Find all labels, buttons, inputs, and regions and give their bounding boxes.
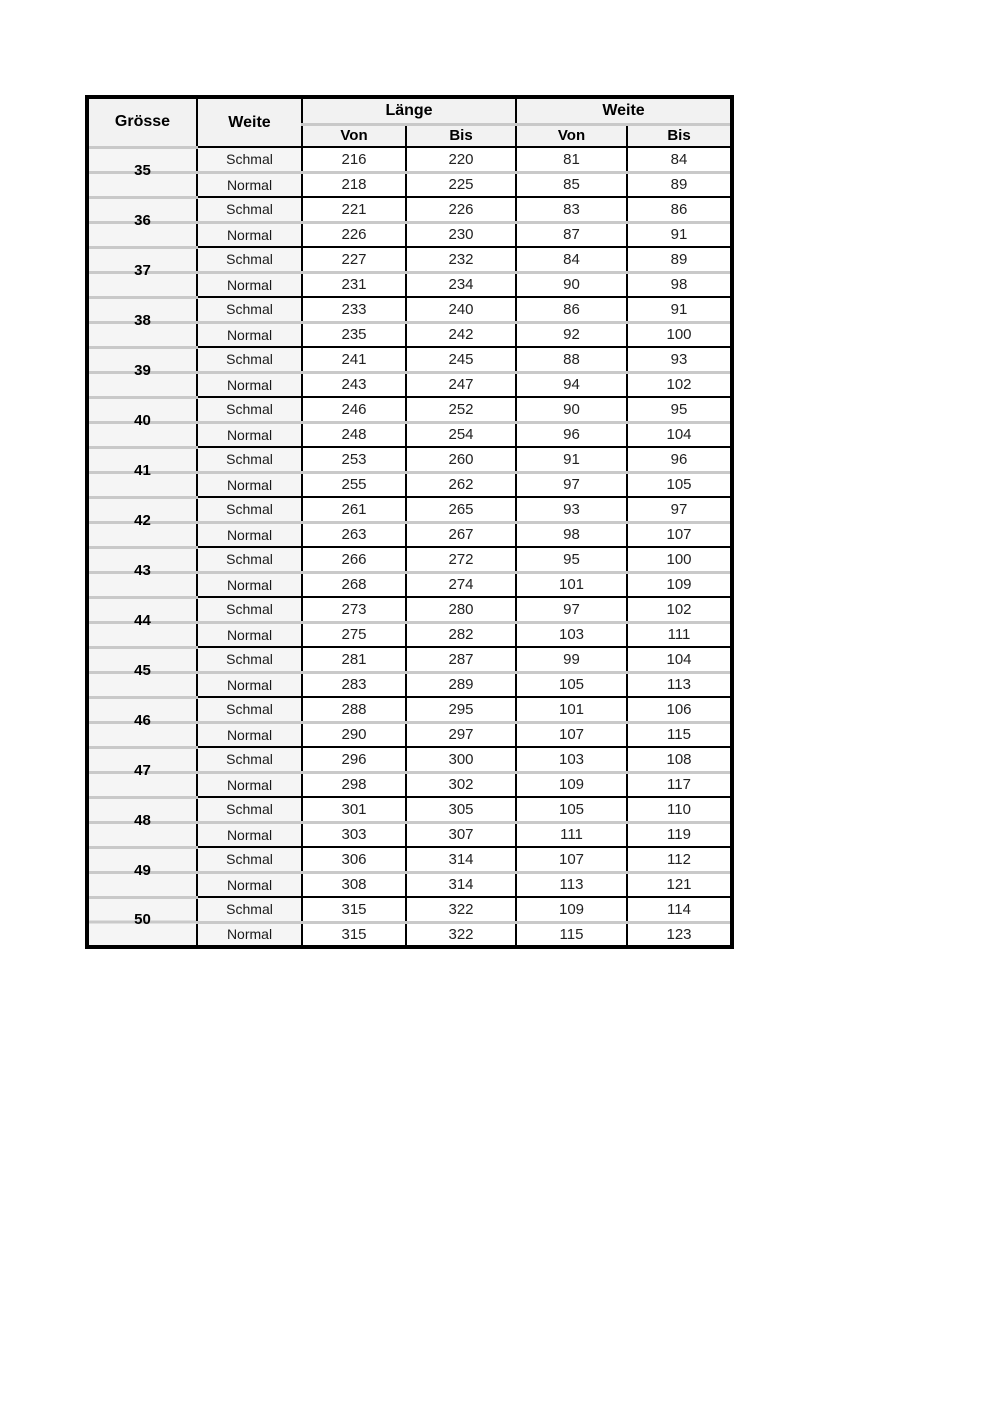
size-label: 46	[134, 711, 151, 729]
weite-bis-value: 123	[627, 922, 732, 947]
weite-bis-value: 97	[627, 497, 732, 522]
laenge-bis-value: 289	[406, 672, 516, 697]
laenge-bis-value: 272	[406, 547, 516, 572]
laenge-von-value: 281	[302, 647, 406, 672]
laenge-von-value: 315	[302, 897, 406, 922]
laenge-bis-value: 322	[406, 922, 516, 947]
header-row-groups	[87, 97, 732, 124]
weite-bis-value: 89	[627, 247, 732, 272]
width-label-schmal: Schmal	[197, 647, 302, 672]
laenge-bis-value: 314	[406, 847, 516, 872]
weite-von-value: 95	[516, 547, 627, 572]
table-row-schmal	[87, 347, 732, 372]
size-label: 45	[134, 661, 151, 679]
size-cell	[87, 297, 197, 347]
weite-bis-value: 110	[627, 797, 732, 822]
weite-von-value: 101	[516, 697, 627, 722]
size-chart-table	[85, 95, 734, 949]
weite-von-value: 86	[516, 297, 627, 322]
weite-bis-value: 107	[627, 522, 732, 547]
laenge-von-value: 243	[302, 372, 406, 397]
laenge-bis-value: 260	[406, 447, 516, 472]
laenge-von-value: 253	[302, 447, 406, 472]
laenge-bis-value: 297	[406, 722, 516, 747]
laenge-von-value: 268	[302, 572, 406, 597]
weite-von-value: 83	[516, 197, 627, 222]
table-header	[87, 97, 732, 147]
size-label: 43	[134, 561, 151, 579]
weite-von-value: 105	[516, 797, 627, 822]
weite-von-value: 85	[516, 172, 627, 197]
laenge-von-value: 218	[302, 172, 406, 197]
weite-von-value: 98	[516, 522, 627, 547]
laenge-bis-value: 287	[406, 647, 516, 672]
size-cell	[87, 447, 197, 497]
header-weite-bis: Bis	[627, 124, 732, 147]
laenge-von-value: 233	[302, 297, 406, 322]
header-laenge-von: Von	[302, 124, 406, 147]
laenge-von-value: 255	[302, 472, 406, 497]
size-cell	[87, 197, 197, 247]
laenge-von-value: 283	[302, 672, 406, 697]
laenge-von-value: 221	[302, 197, 406, 222]
laenge-von-value: 298	[302, 772, 406, 797]
table-row-schmal	[87, 797, 732, 822]
weite-bis-value: 95	[627, 397, 732, 422]
size-cell	[87, 597, 197, 647]
laenge-von-value: 301	[302, 797, 406, 822]
size-cell	[87, 797, 197, 847]
weite-bis-value: 102	[627, 597, 732, 622]
size-cell	[87, 547, 197, 597]
laenge-von-value: 296	[302, 747, 406, 772]
weite-von-value: 97	[516, 597, 627, 622]
laenge-bis-value: 267	[406, 522, 516, 547]
laenge-von-value: 273	[302, 597, 406, 622]
size-label: 47	[134, 761, 151, 779]
laenge-von-value: 246	[302, 397, 406, 422]
weite-von-value: 115	[516, 922, 627, 947]
table-row-schmal	[87, 547, 732, 572]
laenge-bis-value: 242	[406, 322, 516, 347]
laenge-bis-value: 230	[406, 222, 516, 247]
weite-bis-value: 102	[627, 372, 732, 397]
weite-bis-value: 91	[627, 222, 732, 247]
width-label-normal: Normal	[197, 872, 302, 897]
weite-von-value: 90	[516, 272, 627, 297]
weite-von-value: 103	[516, 622, 627, 647]
weite-von-value: 92	[516, 322, 627, 347]
size-cell	[87, 747, 197, 797]
width-label-schmal: Schmal	[197, 397, 302, 422]
width-label-schmal: Schmal	[197, 847, 302, 872]
width-label-normal: Normal	[197, 572, 302, 597]
laenge-bis-value: 295	[406, 697, 516, 722]
weite-bis-value: 106	[627, 697, 732, 722]
size-label: 40	[134, 411, 151, 429]
table-row-schmal	[87, 147, 732, 172]
width-label-schmal: Schmal	[197, 447, 302, 472]
weite-von-value: 90	[516, 397, 627, 422]
width-label-normal: Normal	[197, 772, 302, 797]
laenge-von-value: 261	[302, 497, 406, 522]
size-label: 38	[134, 311, 151, 329]
laenge-von-value: 303	[302, 822, 406, 847]
header-weite-column: Weite	[197, 97, 302, 147]
weite-bis-value: 93	[627, 347, 732, 372]
laenge-von-value: 263	[302, 522, 406, 547]
header-groesse: Grösse	[87, 97, 197, 147]
width-label-schmal: Schmal	[197, 197, 302, 222]
size-cell	[87, 397, 197, 447]
header-laenge-bis: Bis	[406, 124, 516, 147]
table-row-schmal	[87, 447, 732, 472]
weite-bis-value: 84	[627, 147, 732, 172]
width-label-schmal: Schmal	[197, 247, 302, 272]
size-cell	[87, 497, 197, 547]
laenge-bis-value: 322	[406, 897, 516, 922]
weite-bis-value: 100	[627, 547, 732, 572]
weite-bis-value: 111	[627, 622, 732, 647]
size-cell	[87, 247, 197, 297]
width-label-normal: Normal	[197, 272, 302, 297]
width-label-normal: Normal	[197, 722, 302, 747]
width-label-normal: Normal	[197, 822, 302, 847]
laenge-bis-value: 240	[406, 297, 516, 322]
weite-von-value: 103	[516, 747, 627, 772]
laenge-bis-value: 307	[406, 822, 516, 847]
weite-bis-value: 98	[627, 272, 732, 297]
width-label-schmal: Schmal	[197, 697, 302, 722]
weite-bis-value: 108	[627, 747, 732, 772]
table-row-schmal	[87, 597, 732, 622]
laenge-bis-value: 302	[406, 772, 516, 797]
laenge-von-value: 315	[302, 922, 406, 947]
laenge-von-value: 241	[302, 347, 406, 372]
size-label: 37	[134, 261, 151, 279]
table-row-schmal	[87, 197, 732, 222]
width-label-normal: Normal	[197, 322, 302, 347]
laenge-von-value: 227	[302, 247, 406, 272]
weite-von-value: 107	[516, 847, 627, 872]
laenge-bis-value: 225	[406, 172, 516, 197]
laenge-von-value: 288	[302, 697, 406, 722]
laenge-bis-value: 220	[406, 147, 516, 172]
size-cell	[87, 847, 197, 897]
weite-bis-value: 91	[627, 297, 732, 322]
size-cell	[87, 897, 197, 947]
laenge-bis-value: 232	[406, 247, 516, 272]
laenge-bis-value: 234	[406, 272, 516, 297]
laenge-bis-value: 247	[406, 372, 516, 397]
weite-von-value: 111	[516, 822, 627, 847]
laenge-bis-value: 262	[406, 472, 516, 497]
width-label-normal: Normal	[197, 222, 302, 247]
size-label: 39	[134, 361, 151, 379]
weite-von-value: 91	[516, 447, 627, 472]
table-row-schmal	[87, 847, 732, 872]
weite-von-value: 105	[516, 672, 627, 697]
size-label: 42	[134, 511, 151, 529]
laenge-von-value: 216	[302, 147, 406, 172]
table-row-schmal	[87, 647, 732, 672]
weite-bis-value: 117	[627, 772, 732, 797]
size-label: 41	[134, 461, 151, 479]
table-row-schmal	[87, 297, 732, 322]
size-cell	[87, 697, 197, 747]
laenge-bis-value: 265	[406, 497, 516, 522]
width-label-schmal: Schmal	[197, 147, 302, 172]
header-weite-group: Weite	[516, 97, 732, 124]
weite-bis-value: 114	[627, 897, 732, 922]
width-label-schmal: Schmal	[197, 747, 302, 772]
weite-bis-value: 104	[627, 647, 732, 672]
table-row-schmal	[87, 697, 732, 722]
width-label-normal: Normal	[197, 472, 302, 497]
weite-von-value: 101	[516, 572, 627, 597]
weite-von-value: 113	[516, 872, 627, 897]
table-row-schmal	[87, 747, 732, 772]
weite-bis-value: 115	[627, 722, 732, 747]
weite-bis-value: 104	[627, 422, 732, 447]
laenge-von-value: 290	[302, 722, 406, 747]
laenge-von-value: 248	[302, 422, 406, 447]
weite-von-value: 93	[516, 497, 627, 522]
weite-bis-value: 89	[627, 172, 732, 197]
header-weite-von: Von	[516, 124, 627, 147]
weite-bis-value: 119	[627, 822, 732, 847]
weite-von-value: 107	[516, 722, 627, 747]
weite-von-value: 81	[516, 147, 627, 172]
weite-von-value: 99	[516, 647, 627, 672]
table-row-schmal	[87, 897, 732, 922]
laenge-bis-value: 282	[406, 622, 516, 647]
width-label-schmal: Schmal	[197, 297, 302, 322]
weite-bis-value: 86	[627, 197, 732, 222]
weite-von-value: 97	[516, 472, 627, 497]
width-label-normal: Normal	[197, 622, 302, 647]
table-row-schmal	[87, 497, 732, 522]
width-label-schmal: Schmal	[197, 597, 302, 622]
table-row-schmal	[87, 397, 732, 422]
laenge-bis-value: 254	[406, 422, 516, 447]
laenge-bis-value: 305	[406, 797, 516, 822]
weite-von-value: 84	[516, 247, 627, 272]
width-label-normal: Normal	[197, 422, 302, 447]
width-label-normal: Normal	[197, 922, 302, 947]
laenge-von-value: 231	[302, 272, 406, 297]
weite-von-value: 88	[516, 347, 627, 372]
weite-bis-value: 121	[627, 872, 732, 897]
laenge-von-value: 235	[302, 322, 406, 347]
width-label-schmal: Schmal	[197, 347, 302, 372]
laenge-von-value: 308	[302, 872, 406, 897]
size-label: 50	[134, 911, 151, 929]
weite-bis-value: 112	[627, 847, 732, 872]
weite-bis-value: 113	[627, 672, 732, 697]
size-cell	[87, 647, 197, 697]
table-body	[87, 147, 732, 947]
weite-bis-value: 96	[627, 447, 732, 472]
weite-von-value: 96	[516, 422, 627, 447]
laenge-von-value: 275	[302, 622, 406, 647]
width-label-normal: Normal	[197, 672, 302, 697]
size-label: 48	[134, 811, 151, 829]
laenge-bis-value: 245	[406, 347, 516, 372]
weite-von-value: 87	[516, 222, 627, 247]
laenge-bis-value: 280	[406, 597, 516, 622]
weite-von-value: 94	[516, 372, 627, 397]
weite-bis-value: 109	[627, 572, 732, 597]
laenge-von-value: 306	[302, 847, 406, 872]
width-label-normal: Normal	[197, 372, 302, 397]
size-cell	[87, 147, 197, 197]
table-row-schmal	[87, 247, 732, 272]
size-label: 36	[134, 211, 151, 229]
weite-bis-value: 100	[627, 322, 732, 347]
width-label-schmal: Schmal	[197, 547, 302, 572]
laenge-bis-value: 300	[406, 747, 516, 772]
laenge-bis-value: 252	[406, 397, 516, 422]
weite-von-value: 109	[516, 897, 627, 922]
laenge-bis-value: 274	[406, 572, 516, 597]
size-cell	[87, 347, 197, 397]
size-label: 49	[134, 861, 151, 879]
width-label-normal: Normal	[197, 522, 302, 547]
width-label-schmal: Schmal	[197, 497, 302, 522]
width-label-normal: Normal	[197, 172, 302, 197]
laenge-bis-value: 314	[406, 872, 516, 897]
header-laenge-group: Länge	[302, 97, 516, 124]
width-label-schmal: Schmal	[197, 797, 302, 822]
laenge-von-value: 266	[302, 547, 406, 572]
size-label: 44	[134, 611, 151, 629]
size-label: 35	[134, 161, 151, 179]
laenge-von-value: 226	[302, 222, 406, 247]
laenge-bis-value: 226	[406, 197, 516, 222]
width-label-schmal: Schmal	[197, 897, 302, 922]
weite-von-value: 109	[516, 772, 627, 797]
weite-bis-value: 105	[627, 472, 732, 497]
